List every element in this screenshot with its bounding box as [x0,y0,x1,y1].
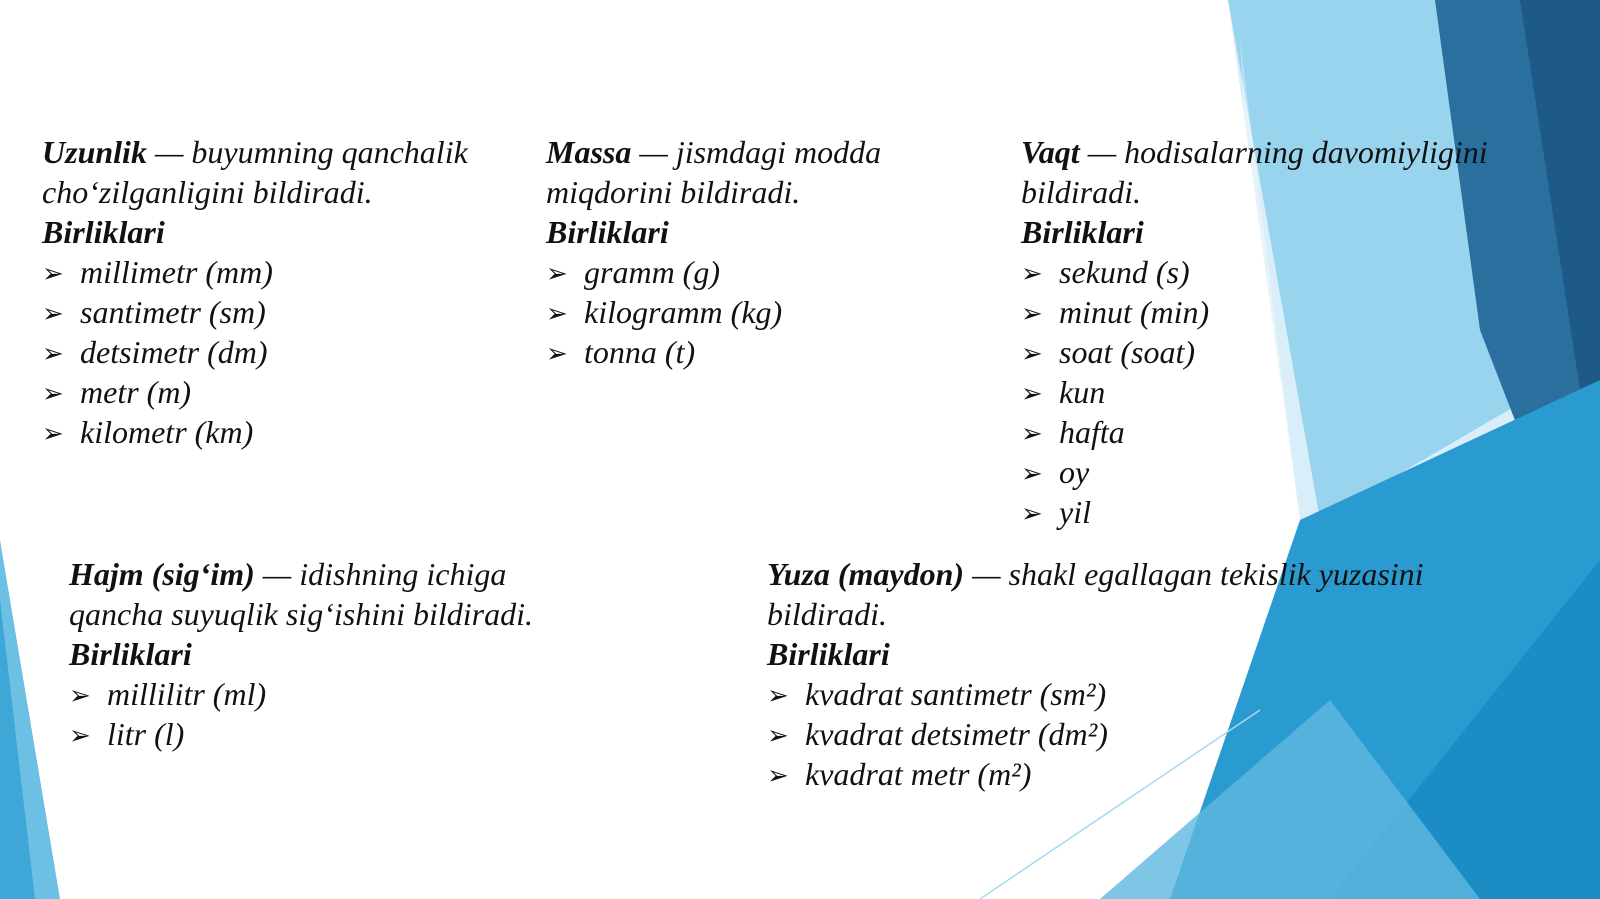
length-definition: Uzunlik — buyumning qanchalik cho‘zilganligini bildiradi. [42,134,468,210]
list-item [69,714,589,754]
volume-term: Hajm (sig‘im) [69,556,255,592]
list-item [42,252,512,292]
list-item [1021,452,1541,492]
arrowhead-bullet-icon: ➢ [42,339,64,369]
unit-label: sekund (s) [1059,254,1190,290]
list-item [1021,372,1541,412]
mass-definition-text: jismdagi modda miqdorini bildiradi. [546,134,882,210]
list-item [767,674,1487,714]
mass-term: Massa [546,134,632,170]
arrowhead-bullet-icon: ➢ [767,761,789,791]
list-item [42,332,512,372]
list-item [546,252,946,292]
area-definition-text: shakl egallagan tekislik yuzasini bildiradi. [767,556,1424,632]
unit-label: kilogramm (kg) [584,294,783,330]
time-term: Vaqt [1021,134,1080,170]
volume-units-heading: Birliklari [69,636,192,672]
unit-label: millilitr (ml) [107,676,267,712]
arrowhead-bullet-icon: ➢ [1021,379,1043,409]
area-units-list [767,674,1487,794]
time-block [1021,132,1541,532]
time-definition-text: hodisalarning davomiyligini bildiradi. [1021,134,1488,210]
list-item [1021,492,1541,532]
time-definition: Vaqt — hodisalarning davomiyligini bildiradi. [1021,134,1488,210]
area-block [767,554,1487,794]
arrowhead-bullet-icon: ➢ [1021,419,1043,449]
unit-label: tonna (t) [584,334,696,370]
unit-label: litr (l) [107,716,185,752]
area-term: Yuza (maydon) [767,556,965,592]
unit-label: kvadrat metr (m²) [805,756,1032,792]
mass-definition: Massa — jismdagi modda miqdorini bildiradi. [546,134,882,210]
time-units-list [1021,252,1541,532]
unit-label: minut (min) [1059,294,1210,330]
length-definition-text: buyumning qanchalik cho‘zilganligini bildiradi. [42,134,468,210]
arrowhead-bullet-icon: ➢ [69,721,91,751]
unit-label: millimetr (mm) [80,254,273,290]
arrowhead-bullet-icon: ➢ [1021,459,1043,489]
arrowhead-bullet-icon: ➢ [767,681,789,711]
unit-label: oy [1059,454,1090,490]
length-units-heading: Birliklari [42,214,165,250]
volume-definition-text: idishning ichiga qancha suyuqlik sig‘ishini bildiradi. [69,556,533,632]
list-item [42,412,512,452]
list-item [1021,412,1541,452]
list-item [546,292,946,332]
unit-label: soat (soat) [1059,334,1195,370]
list-item [1021,252,1541,292]
mass-units-list [546,252,946,372]
list-item [42,292,512,332]
unit-label: kilometr (km) [80,414,254,450]
length-term: Uzunlik [42,134,147,170]
mass-block [546,132,946,372]
unit-label: kvadrat detsimetr (dm²) [805,716,1108,752]
unit-label: kvadrat santimetr (sm²) [805,676,1107,712]
unit-label: metr (m) [80,374,192,410]
arrowhead-bullet-icon: ➢ [767,721,789,751]
mass-units-heading: Birliklari [546,214,669,250]
arrowhead-bullet-icon: ➢ [42,299,64,329]
list-item [1021,292,1541,332]
arrowhead-bullet-icon: ➢ [546,299,568,329]
arrowhead-bullet-icon: ➢ [1021,339,1043,369]
arrowhead-bullet-icon: ➢ [42,379,64,409]
unit-label: kun [1059,374,1106,410]
length-units-list [42,252,512,452]
unit-label: santimetr (sm) [80,294,266,330]
arrowhead-bullet-icon: ➢ [546,259,568,289]
arrowhead-bullet-icon: ➢ [1021,299,1043,329]
unit-label: yil [1059,494,1091,530]
volume-definition: Hajm (sig‘im) — idishning ichiga qancha suyuqlik sig‘ishini bildiradi. [69,556,533,632]
arrowhead-bullet-icon: ➢ [69,681,91,711]
list-item [546,332,946,372]
time-units-heading: Birliklari [1021,214,1144,250]
unit-label: detsimetr (dm) [80,334,268,370]
arrowhead-bullet-icon: ➢ [546,339,568,369]
list-item [69,674,589,714]
area-units-heading: Birliklari [767,636,890,672]
list-item [767,714,1487,754]
list-item [42,372,512,412]
arrowhead-bullet-icon: ➢ [1021,499,1043,529]
arrowhead-bullet-icon: ➢ [42,259,64,289]
unit-label: gramm (g) [584,254,720,290]
volume-units-list [69,674,589,754]
list-item [767,754,1487,794]
area-definition: Yuza (maydon) — shakl egallagan tekislik yuzasini bildiradi. [767,556,1424,632]
arrowhead-bullet-icon: ➢ [42,419,64,449]
volume-block [69,554,589,754]
list-item [1021,332,1541,372]
unit-label: hafta [1059,414,1125,450]
arrowhead-bullet-icon: ➢ [1021,259,1043,289]
length-block [42,132,512,452]
